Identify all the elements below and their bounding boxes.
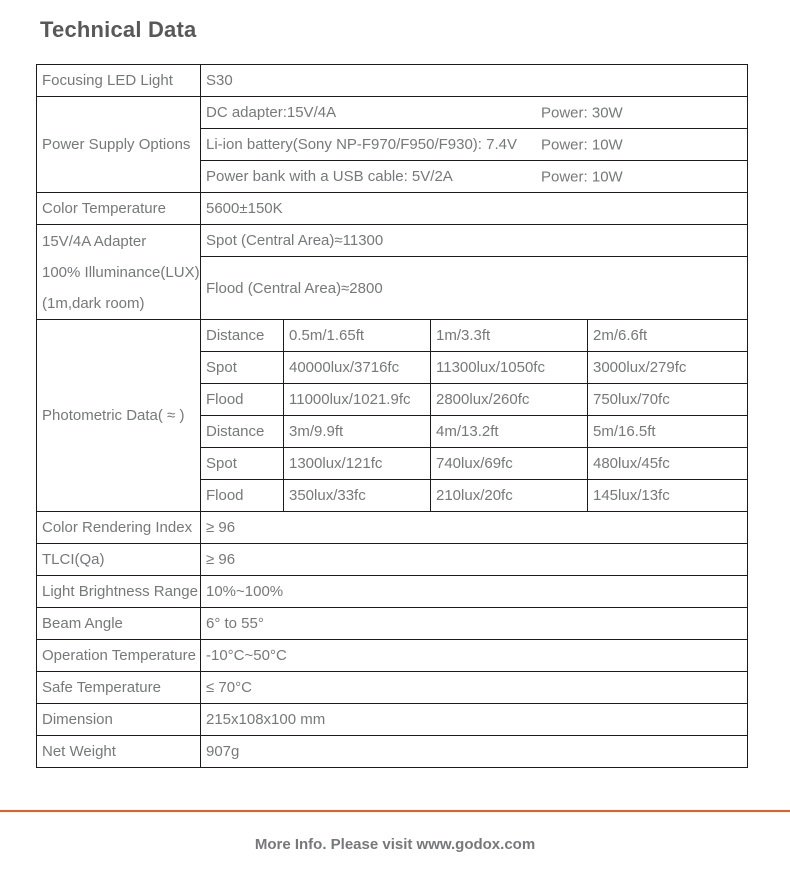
row-illuminance-spot [37,225,748,257]
power-option-cell [201,129,748,161]
photometric-sublabel: Distance [201,320,284,352]
photometric-cell: 740lux/69fc [431,448,588,480]
photometric-cell: 145lux/13fc [588,480,748,512]
photometric-cell: 3m/9.9ft [284,416,431,448]
photometric-cell: 1300lux/121fc [284,448,431,480]
power-option-watt: Power: 10W [541,168,623,185]
row-tlci [37,544,748,576]
row-light-brightness-range [37,576,748,608]
row-label: Photometric Data( ≈ ) [37,320,201,512]
row-operation-temperature [37,640,748,672]
row-label: Operation Temperature [37,640,201,672]
label-line: 15V/4A Adapter [42,232,147,250]
divider-line [0,810,790,812]
photometric-sublabel: Flood [201,384,284,416]
photometric-cell: 2800lux/260fc [431,384,588,416]
photometric-cell: 40000lux/3716fc [284,352,431,384]
photometric-cell: 5m/16.5ft [588,416,748,448]
photometric-cell: 1m/3.3ft [431,320,588,352]
photometric-cell: 2m/6.6ft [588,320,748,352]
photometric-cell: 0.5m/1.65ft [284,320,431,352]
row-label: Color Temperature [37,193,201,225]
photometric-cell: 480lux/45fc [588,448,748,480]
row-value: 215x108x100 mm [201,704,748,736]
row-color-rendering-index [37,512,748,544]
photometric-sublabel: Spot [201,448,284,480]
photometric-cell: 4m/13.2ft [431,416,588,448]
photometric-cell: 350lux/33fc [284,480,431,512]
photometric-cell: 11300lux/1050fc [431,352,588,384]
row-value: 5600±150K [201,193,748,225]
technical-data-table [36,64,748,768]
photometric-cell: 11000lux/1021.9fc [284,384,431,416]
power-option-cell [201,161,748,193]
photometric-cell: 750lux/70fc [588,384,748,416]
power-option-desc: Li-ion battery(Sony NP-F970/F950/F930): 7.4V [206,136,517,153]
row-safe-temperature [37,672,748,704]
row-value: ≥ 96 [201,544,748,576]
row-beam-angle [37,608,748,640]
power-option-watt: Power: 30W [541,104,623,121]
row-photometric-1 [37,320,748,352]
photometric-sublabel: Distance [201,416,284,448]
row-label: Dimension [37,704,201,736]
row-label: Net Weight [37,736,201,768]
photometric-sublabel: Flood [201,480,284,512]
row-net-weight [37,736,748,768]
power-option-watt: Power: 10W [541,136,623,153]
row-label: Light Brightness Range [37,576,201,608]
row-label: TLCI(Qa) [37,544,201,576]
row-value: 10%~100% [201,576,748,608]
row-label: Power Supply Options [37,97,201,193]
row-label: Beam Angle [37,608,201,640]
row-focusing-led-light [37,65,748,97]
footer-note: More Info. Please visit www.godox.com [254,836,536,853]
row-value: 6° to 55° [201,608,748,640]
label-line: (1m,dark room) [42,294,145,312]
row-label-multiline [37,225,201,320]
row-value: Spot (Central Area)≈11300 [201,225,748,257]
row-power-supply-1 [37,97,748,129]
photometric-cell: 3000lux/279fc [588,352,748,384]
row-label: Color Rendering Index [37,512,201,544]
row-value: ≤ 70°C [201,672,748,704]
row-value: 907g [201,736,748,768]
row-value: Flood (Central Area)≈2800 [201,257,748,320]
photometric-sublabel: Spot [201,352,284,384]
row-label: Focusing LED Light [37,65,201,97]
row-label: Safe Temperature [37,672,201,704]
power-option-desc: DC adapter:15V/4A [206,104,337,121]
row-dimension [37,704,748,736]
power-option-desc: Power bank with a USB cable: 5V/2A [206,168,453,185]
row-value: -10°C~50°C [201,640,748,672]
photometric-cell: 210lux/20fc [431,480,588,512]
power-option-cell [201,97,748,129]
row-value: S30 [201,65,748,97]
label-line: 100% Illuminance(LUX) [42,263,200,281]
row-color-temperature [37,193,748,225]
row-value: ≥ 96 [201,512,748,544]
page-title: Technical Data [40,17,197,42]
